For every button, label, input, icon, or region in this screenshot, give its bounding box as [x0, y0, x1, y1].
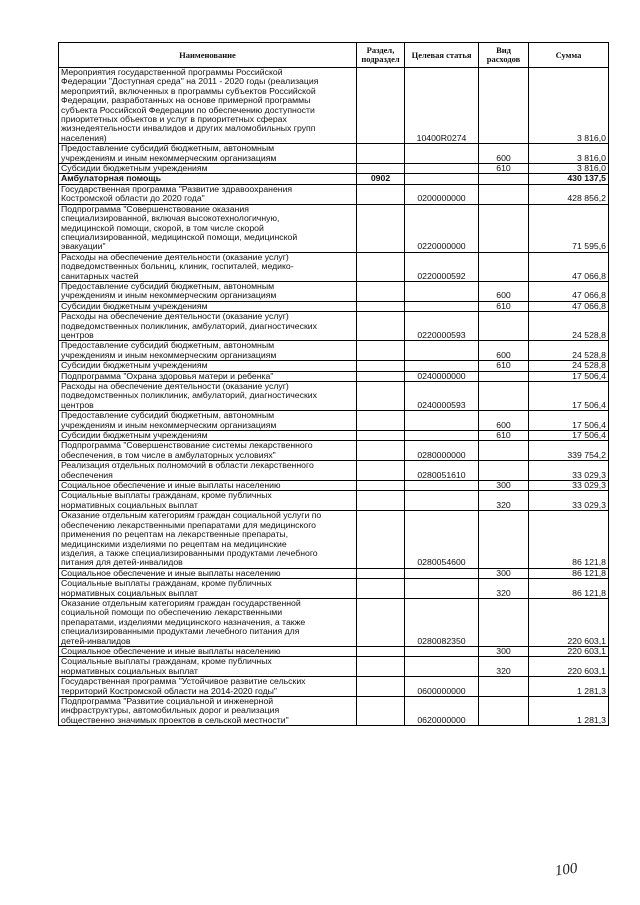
cell-amount: 86 121,8 [529, 511, 609, 568]
budget-table-page [58, 42, 609, 726]
cell-target [405, 491, 479, 511]
cell-expense [479, 312, 529, 341]
cell-name: Субсидии бюджетным учреждениям [59, 361, 357, 371]
cell-expense: 300 [479, 568, 529, 578]
cell-target: 0200000000 [405, 184, 479, 204]
table-header [59, 43, 609, 68]
cell-target: 0280054600 [405, 511, 479, 568]
cell-target: 0220000592 [405, 252, 479, 281]
header-name: Наименование [59, 43, 357, 68]
cell-name: Субсидии бюджетным учреждениям [59, 431, 357, 441]
cell-section [357, 301, 405, 311]
cell-section [357, 341, 405, 361]
cell-section [357, 68, 405, 144]
table-row [59, 646, 609, 656]
table-row [59, 144, 609, 164]
cell-name: Расходы на обеспечение деятельности (оказание услуг) подведомственных больниц, клиник, госпиталей, медико- санитарных частей [59, 252, 357, 281]
cell-section [357, 411, 405, 431]
cell-section [357, 204, 405, 252]
table-row [59, 511, 609, 568]
cell-expense: 320 [479, 579, 529, 599]
cell-section [357, 371, 405, 381]
cell-name: Субсидии бюджетным учреждениям [59, 301, 357, 311]
cell-name: Расходы на обеспечение деятельности (оказание услуг) подведомственных поликлиник, амбулаторий, диагностических центров [59, 382, 357, 411]
cell-name: Подпрограмма "Развитие социальной и инженерной инфраструктуры, автомобильных дорог и реализация общественно значимых проектов в сельской местности" [59, 697, 357, 726]
cell-section [357, 184, 405, 204]
cell-name: Социальные выплаты гражданам, кроме публичных нормативных социальных выплат [59, 579, 357, 599]
cell-amount: 47 066,8 [529, 252, 609, 281]
cell-target: 10400R0274 [405, 68, 479, 144]
cell-target [405, 341, 479, 361]
cell-amount: 47 066,8 [529, 301, 609, 311]
table-row [59, 481, 609, 491]
table-row [59, 441, 609, 461]
cell-section: 0902 [357, 174, 405, 184]
cell-amount: 33 029,3 [529, 491, 609, 511]
cell-name: Подпрограмма "Совершенствование оказания специализированной, включая высокотехнологичную, медицинской помощи, скорой, в том числе скорой специализированной, медицинской помощи, медицинской эвакуации" [59, 204, 357, 252]
cell-amount: 86 121,8 [529, 568, 609, 578]
cell-section [357, 382, 405, 411]
cell-section [357, 677, 405, 697]
cell-name: Государственная программа "Устойчивое развитие сельских территорий Костромской области на 2014-2020 годы" [59, 677, 357, 697]
cell-section [357, 697, 405, 726]
table-row [59, 431, 609, 441]
table-row [59, 312, 609, 341]
cell-amount: 220 603,1 [529, 657, 609, 677]
cell-amount: 33 029,3 [529, 461, 609, 481]
cell-target [405, 301, 479, 311]
cell-expense: 610 [479, 301, 529, 311]
cell-name: Субсидии бюджетным учреждениям [59, 164, 357, 174]
table-row [59, 382, 609, 411]
cell-expense: 610 [479, 361, 529, 371]
cell-expense [479, 68, 529, 144]
cell-expense [479, 511, 529, 568]
table-row [59, 697, 609, 726]
cell-name: Расходы на обеспечение деятельности (оказание услуг) подведомственных поликлиник, амбулаторий, диагностических центров [59, 312, 357, 341]
cell-name: Подпрограмма "Совершенствование системы лекарственного обеспечения, в том числе в амбулаторных условиях" [59, 441, 357, 461]
cell-target [405, 646, 479, 656]
cell-name: Подпрограмма "Охрана здоровья матери и ребенка" [59, 371, 357, 381]
cell-name: Предоставление субсидий бюджетным, автономным учреждениям и иным некоммерческим организациям [59, 281, 357, 301]
cell-target [405, 411, 479, 431]
cell-name: Социальные выплаты гражданам, кроме публичных нормативных социальных выплат [59, 491, 357, 511]
cell-section [357, 461, 405, 481]
cell-expense: 610 [479, 431, 529, 441]
table-row [59, 164, 609, 174]
table-row [59, 598, 609, 646]
cell-target [405, 281, 479, 301]
cell-expense [479, 371, 529, 381]
table-row [59, 411, 609, 431]
cell-target: 0620000000 [405, 697, 479, 726]
budget-table [58, 42, 609, 726]
cell-amount: 17 506,4 [529, 411, 609, 431]
cell-expense: 610 [479, 164, 529, 174]
cell-expense: 300 [479, 646, 529, 656]
cell-section [357, 312, 405, 341]
cell-name: Государственная программа "Развитие здравоохранения Костромской области до 2020 года" [59, 184, 357, 204]
table-row [59, 341, 609, 361]
cell-amount: 24 528,8 [529, 312, 609, 341]
table-row [59, 68, 609, 144]
cell-target: 0240000000 [405, 371, 479, 381]
cell-name: Реализация отдельных полномочий в области лекарственного обеспечения [59, 461, 357, 481]
table-row [59, 361, 609, 371]
cell-name: Предоставление субсидий бюджетным, автономным учреждениям и иным некоммерческим организациям [59, 341, 357, 361]
cell-expense [479, 598, 529, 646]
table-row [59, 371, 609, 381]
cell-target: 0280082350 [405, 598, 479, 646]
cell-expense [479, 677, 529, 697]
cell-expense [479, 441, 529, 461]
cell-name: Социальное обеспечение и иные выплаты населению [59, 568, 357, 578]
cell-section [357, 481, 405, 491]
cell-section [357, 511, 405, 568]
cell-section [357, 579, 405, 599]
cell-name: Оказание отдельным категориям граждан государственной социальной помощи по обеспечению лекарственными препаратами, изделиями медицинского назначения, а также специализированными продуктами лечебного питания для детей-инвалидов [59, 598, 357, 646]
cell-expense: 300 [479, 481, 529, 491]
cell-amount: 24 528,8 [529, 341, 609, 361]
header-expense: Вид расходов [479, 43, 529, 68]
table-row [59, 657, 609, 677]
table-row [59, 184, 609, 204]
cell-target [405, 568, 479, 578]
table-row [59, 461, 609, 481]
cell-target [405, 164, 479, 174]
cell-amount: 339 754,2 [529, 441, 609, 461]
cell-expense: 600 [479, 281, 529, 301]
cell-expense: 600 [479, 144, 529, 164]
cell-target: 0220000000 [405, 204, 479, 252]
cell-expense: 320 [479, 491, 529, 511]
cell-target [405, 144, 479, 164]
cell-expense: 600 [479, 411, 529, 431]
cell-section [357, 164, 405, 174]
header-target: Целевая статья [405, 43, 479, 68]
cell-name: Амбулаторная помощь [59, 174, 357, 184]
cell-section [357, 598, 405, 646]
cell-section [357, 568, 405, 578]
cell-target: 0240000593 [405, 382, 479, 411]
cell-target [405, 657, 479, 677]
cell-expense [479, 184, 529, 204]
cell-amount: 428 856,2 [529, 184, 609, 204]
cell-amount: 3 816,0 [529, 144, 609, 164]
cell-section [357, 431, 405, 441]
cell-amount: 86 121,8 [529, 579, 609, 599]
table-row [59, 301, 609, 311]
cell-amount: 47 066,8 [529, 281, 609, 301]
cell-expense [479, 204, 529, 252]
cell-expense: 600 [479, 341, 529, 361]
cell-target: 0280051610 [405, 461, 479, 481]
cell-target: 0220000593 [405, 312, 479, 341]
cell-section [357, 646, 405, 656]
cell-target [405, 481, 479, 491]
table-row [59, 281, 609, 301]
cell-amount: 220 603,1 [529, 646, 609, 656]
table-body [59, 68, 609, 726]
cell-expense [479, 174, 529, 184]
cell-section [357, 144, 405, 164]
table-row [59, 174, 609, 184]
cell-amount: 17 506,4 [529, 371, 609, 381]
header-amount: Сумма [529, 43, 609, 68]
cell-name: Предоставление субсидий бюджетным, автономным учреждениям и иным некоммерческим организациям [59, 411, 357, 431]
table-row [59, 252, 609, 281]
cell-target [405, 361, 479, 371]
cell-amount: 17 506,4 [529, 382, 609, 411]
cell-name: Социальные выплаты гражданам, кроме публичных нормативных социальных выплат [59, 657, 357, 677]
table-row [59, 204, 609, 252]
table-row [59, 579, 609, 599]
cell-section [357, 441, 405, 461]
cell-section [357, 657, 405, 677]
cell-name: Оказание отдельным категориям граждан социальной услуги по обеспечению лекарственными препаратами для медицинского применения по рецептам на лекарственные препараты, медицинскими изделиями по рецептам на медицинские изделия, а также специализированными продуктами лечебного питания для детей-инвалидов [59, 511, 357, 568]
cell-section [357, 281, 405, 301]
cell-amount: 33 029,3 [529, 481, 609, 491]
cell-expense [479, 697, 529, 726]
cell-amount: 430 137,5 [529, 174, 609, 184]
cell-expense [479, 382, 529, 411]
cell-section [357, 491, 405, 511]
handwritten-page-number: 100 [553, 860, 579, 880]
cell-target: 0280000000 [405, 441, 479, 461]
cell-name: Социальное обеспечение и иные выплаты населению [59, 646, 357, 656]
cell-expense: 320 [479, 657, 529, 677]
cell-name: Социальное обеспечение и иные выплаты населению [59, 481, 357, 491]
cell-amount: 1 281,3 [529, 677, 609, 697]
cell-amount: 1 281,3 [529, 697, 609, 726]
cell-target: 0600000000 [405, 677, 479, 697]
cell-target [405, 174, 479, 184]
cell-amount: 3 816,0 [529, 68, 609, 144]
cell-expense [479, 461, 529, 481]
cell-target [405, 431, 479, 441]
table-row [59, 568, 609, 578]
header-section: Раздел, подраздел [357, 43, 405, 68]
cell-section [357, 361, 405, 371]
table-row [59, 677, 609, 697]
cell-amount: 24 528,8 [529, 361, 609, 371]
cell-target [405, 579, 479, 599]
cell-amount: 220 603,1 [529, 598, 609, 646]
cell-amount: 17 506,4 [529, 431, 609, 441]
cell-expense [479, 252, 529, 281]
cell-amount: 71 595,6 [529, 204, 609, 252]
table-row [59, 491, 609, 511]
cell-section [357, 252, 405, 281]
cell-name: Предоставление субсидий бюджетным, автономным учреждениям и иным некоммерческим организациям [59, 144, 357, 164]
cell-amount: 3 816,0 [529, 164, 609, 174]
cell-name: Мероприятия государственной программы Российской Федерации "Доступная среда" на 2011 - 2020 годы (реализация мероприятий, включенных в программы субъектов Российской Федерации, разработанных на основе примерной программы субъекта Российской Федерации по обеспечению доступности приоритетных объектов и услуг в приоритетных сферах жизнедеятельности инвалидов и других маломобильных групп населения) [59, 68, 357, 144]
